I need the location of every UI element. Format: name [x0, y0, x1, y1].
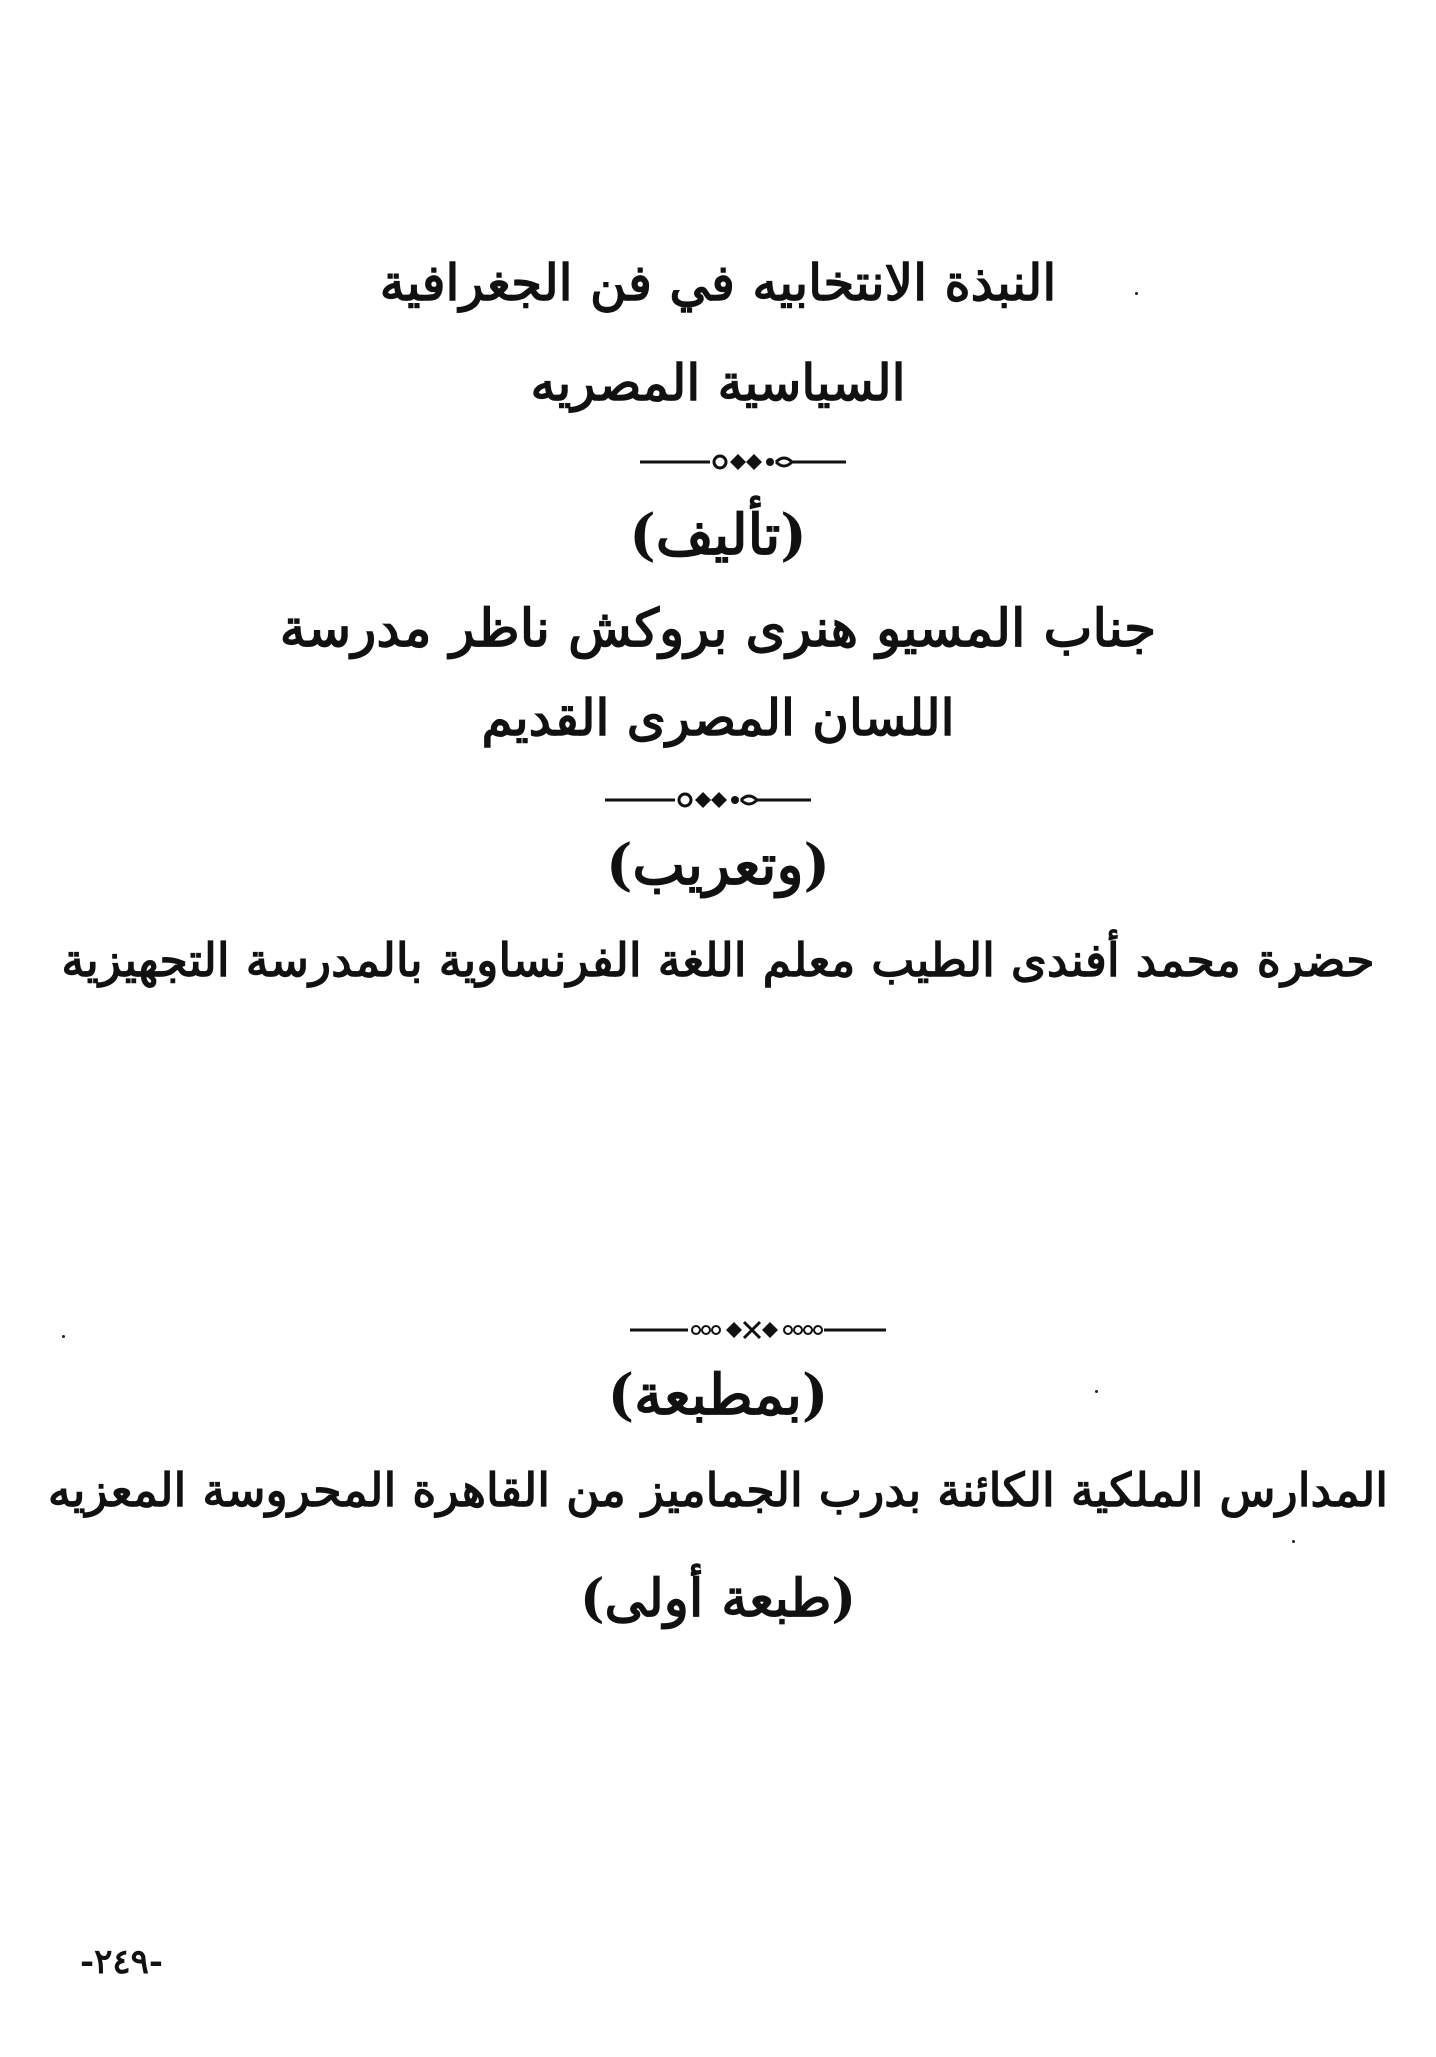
scan-speck: [62, 1335, 65, 1338]
translator-line-1: حضرة محمد أفندى الطيب معلم اللغة الفرنساوية بالمدرسة التجهيزية: [61, 933, 1375, 987]
author-label: (تأليف): [629, 502, 807, 568]
translator-label: (وتعريب): [605, 832, 831, 898]
scan-speck: [1135, 292, 1138, 295]
ornament-divider: [628, 1318, 888, 1342]
scan-speck: [1095, 1390, 1098, 1393]
printer-line-1: المدارس الملكية الكائنة بدرب الجماميز من القاهرة المحروسة المعزيه: [47, 1463, 1389, 1517]
edition-label: (طبعة أولى): [579, 1568, 857, 1629]
printer-label: (بمطبعة): [607, 1362, 829, 1428]
author-line-2: اللسان المصرى القديم: [481, 688, 955, 747]
title-line-1: النبذة الانتخابيه في فن الجغرافية: [379, 253, 1057, 312]
scan-speck: [1292, 1540, 1295, 1543]
page-number: -٢٤٩-: [80, 1942, 164, 1982]
author-line-1: جناب المسيو هنرى بروكش ناظر مدرسة: [279, 598, 1157, 659]
ornament-divider: [603, 788, 813, 812]
ornament-divider: [638, 450, 848, 474]
title-line-2: السياسية المصريه: [530, 353, 906, 412]
